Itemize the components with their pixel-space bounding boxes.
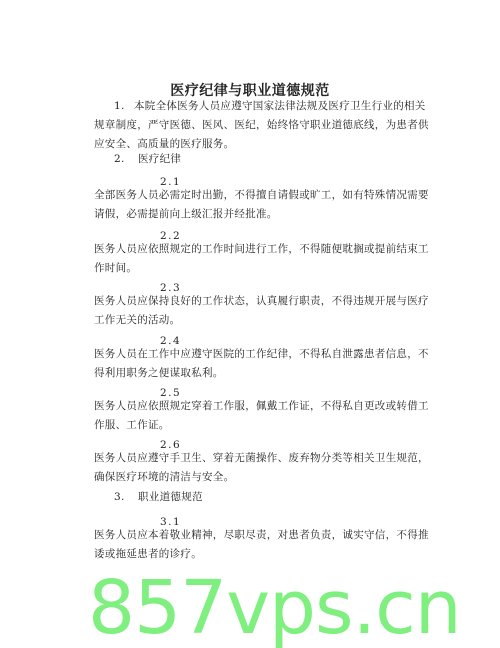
document-title: 医疗纪律与职业道德规范 [170,83,330,99]
intro-paragraph [94,97,434,154]
item-text: 医务人员在工作中应遵守医院的工作纪律，不得私自泄露患者信息，不得利用职务之便谋取私利。 [94,348,429,379]
item-text: 全部医务人员必需定时出勤，不得擅自请假或旷工，如有特殊情况需要请假，必需提前向上级汇报并经批准。 [94,189,429,220]
section-number: 3. [114,491,125,503]
item-number: 3.1 [160,516,182,528]
section-heading: 职业道德规范 [138,491,203,503]
item-number: 2.3 [160,282,182,294]
item-text: 医务人员应依照规定的工作时间进行工作，不得随便耽搁或提前结束工作时间。 [94,243,429,274]
item-number: 2.1 [160,176,182,188]
intro-text: 本院全体医务人员应遵守国家法律法规及医疗卫生行业的相关规章制度，严守医德、医风、医纪，始终恪守职业道德底线，为患者供应安全、高质量的医疗服务。 [94,100,429,150]
item-text: 医务人员应依照规定穿着工作服，佩戴工作证，不得私自更改或转借工作服、工作证。 [94,400,429,431]
intro-number: 1. [114,100,125,112]
section-heading-medical-discipline [114,151,181,167]
section-heading: 医疗纪律 [138,153,182,165]
item-number: 2.4 [160,335,182,347]
item-number: 2.5 [160,387,182,399]
section-heading-professional-ethics [114,489,203,505]
watermark-text: 857vps.cn [88,568,461,648]
section-number: 2. [114,153,125,165]
item-text: 医务人员应保持良好的工作状态，认真履行职责，不得违规开展与医疗工作无关的活动。 [94,295,429,326]
item-number: 2.6 [160,439,182,451]
item-text: 医务人员应本着敬业精神，尽职尽责，对患者负责，诚实守信，不得推诿或拖延患者的诊疗。 [94,529,429,560]
item-text: 医务人员应遵守手卫生、穿着无菌操作、废弃物分类等相关卫生规范，确保医疗环境的清洁与安全。 [94,452,429,483]
item-number: 2.2 [160,230,182,242]
